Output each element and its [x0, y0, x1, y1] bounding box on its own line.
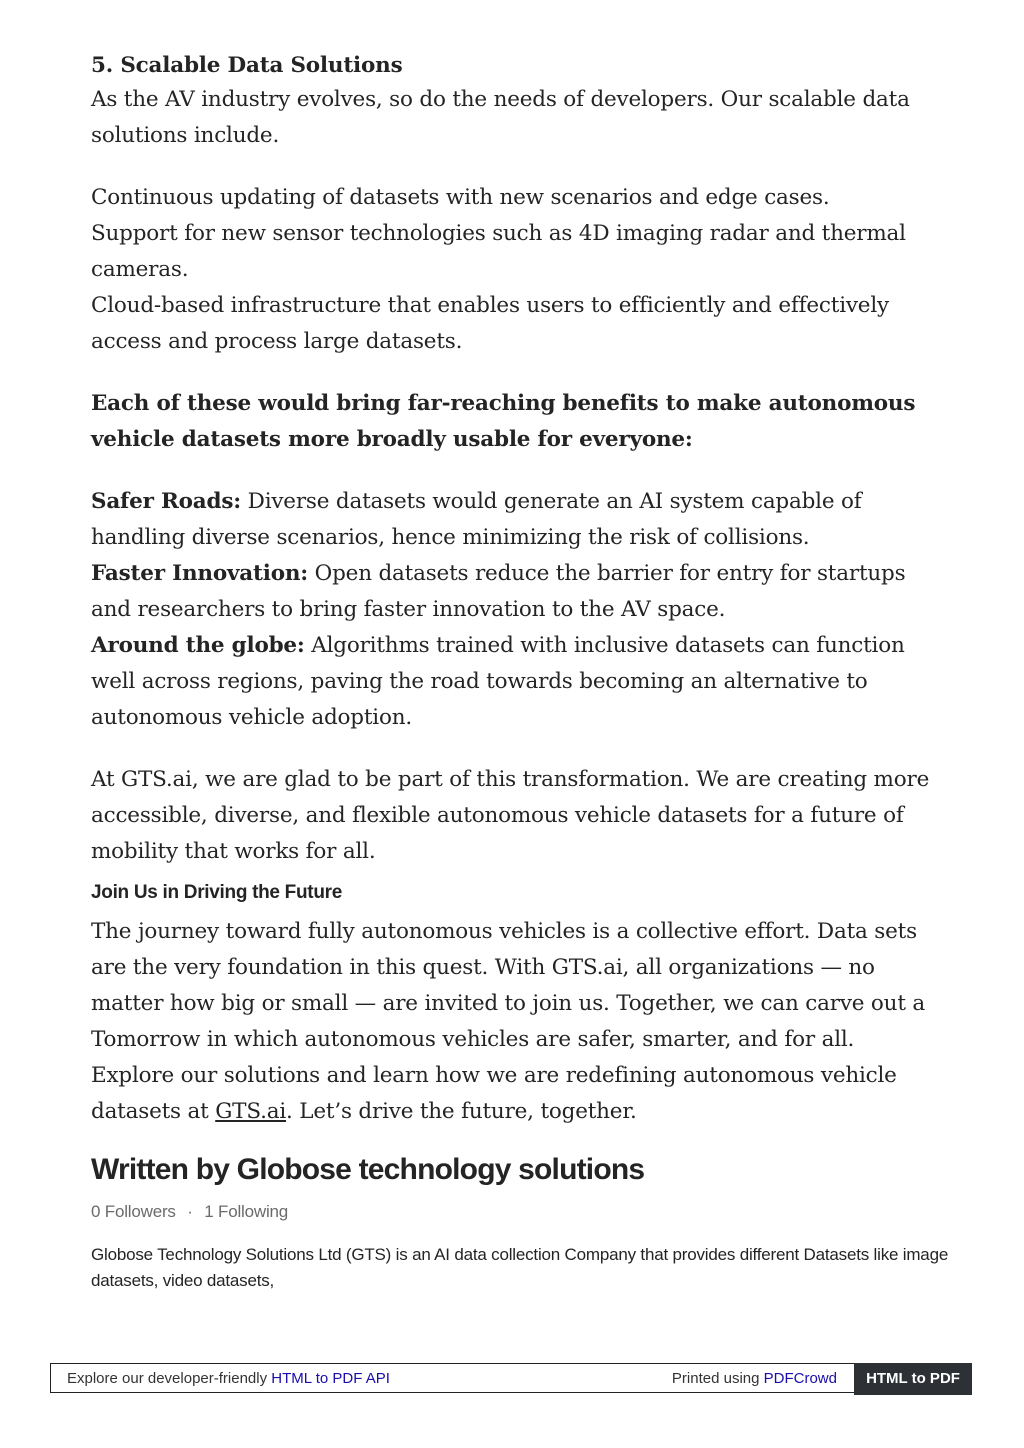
list-item: Continuous updating of datasets with new scenarios and edge cases. — [91, 185, 830, 210]
following-link[interactable]: 1 Following — [204, 1202, 289, 1221]
html-to-pdf-api-link[interactable]: HTML to PDF API — [271, 1370, 390, 1387]
list-item: Support for new sensor technologies such as 4D imaging radar and thermal cameras. — [91, 221, 906, 282]
closing-paragraph: At GTS.ai, we are glad to be part of this transformation. We are creating more accessible, diverse, and flexible autonomous vehicle datasets for a future of mobility that works for all. — [91, 767, 930, 864]
explore-label: Explore our developer-friendly — [67, 1370, 272, 1387]
printed-label: Printed using — [671, 1370, 764, 1387]
join-text: The journey toward fully autonomous vehicles is a collective effort. Data sets are the very foundation in this quest. With GTS.ai, all organizations — no matter how big or small — are invited to join us. Together, we can carve out a Tomorrow in which autonomous vehicles are safer, smarter, and for all. Explore our solutions and learn how we are redefining autonomous vehicle datasets at — [91, 919, 926, 1124]
article-body — [91, 50, 949, 1294]
benefit-text: Diverse datasets would generate an AI system capable of handling diverse scenarios, hence minimizing the risk of collisions. — [91, 489, 862, 550]
separator: · — [187, 1202, 193, 1221]
printed-text — [672, 1370, 837, 1387]
join-heading: Join Us in Driving the Future — [91, 882, 342, 903]
join-paragraph — [91, 914, 933, 1130]
html-to-pdf-button[interactable]: HTML to PDF — [854, 1363, 972, 1395]
followers-link[interactable]: 0 Followers — [91, 1202, 176, 1221]
benefit-label: Safer Roads: — [91, 489, 242, 514]
benefit-label: Faster Innovation: — [91, 561, 309, 586]
pdfcrowd-link[interactable]: PDFCrowd — [763, 1370, 837, 1387]
benefits-heading: Each of these would bring far-reaching benefits to make autonomous vehicle datasets more broadly usable for everyone: — [91, 391, 916, 452]
section-heading: 5. Scalable Data Solutions — [91, 53, 403, 78]
follow-stats — [91, 1200, 933, 1224]
pdf-footer-bar — [50, 1363, 972, 1393]
join-text-end: . Let’s drive the future, together. — [286, 1099, 637, 1124]
explore-text — [67, 1370, 390, 1387]
benefit-text: Open datasets reduce the barrier for entry for startups and researchers to bring faster innovation to the AV space. — [91, 561, 906, 622]
author-title[interactable]: Written by Globose technology solutions — [91, 1153, 645, 1186]
benefit-item — [91, 628, 933, 736]
benefit-text: Algorithms trained with inclusive datasets can function well across regions, paving the road towards becoming an alternative to autonomous vehicle adoption. — [91, 633, 905, 730]
gts-link[interactable]: GTS.ai — [215, 1099, 287, 1124]
benefit-item — [91, 484, 933, 556]
author-bio: Globose Technology Solutions Ltd (GTS) is an AI data collection Company that provides different Datasets like image datasets, video datasets, — [91, 1245, 949, 1290]
section-intro: As the AV industry evolves, so do the needs of developers. Our scalable data solutions include. — [91, 87, 910, 148]
benefit-label: Around the globe: — [91, 633, 305, 658]
list-item: Cloud-based infrastructure that enables users to efficiently and effectively access and process large datasets. — [91, 293, 889, 354]
benefit-item — [91, 556, 933, 628]
